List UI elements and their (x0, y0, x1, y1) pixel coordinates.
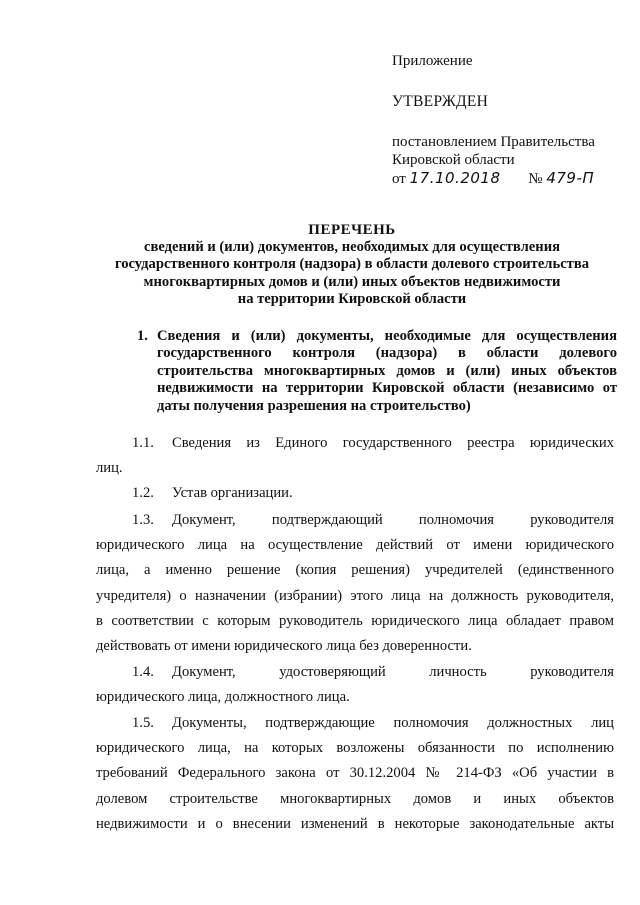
item-line: 1.1. Сведения из Единого государственного реестра юридических (96, 431, 614, 456)
item-number: 1.5. (132, 715, 154, 731)
decree-date-number (392, 169, 622, 188)
handwritten-number: 479-П (546, 169, 595, 187)
decree-line-2: Кировской области (392, 152, 515, 168)
item-line: 1.4. Документ, удостоверяющий личность руководителя (96, 660, 614, 685)
list-item (96, 508, 614, 659)
item-line: 1.2. Устав организации. (96, 481, 614, 506)
title-line: на территории Кировской области (237, 290, 467, 307)
appendix-label: Приложение (392, 53, 473, 69)
item-line: требований Федерального закона от 30.12.2004 № 214-ФЗ «Об участии в (96, 765, 614, 782)
handwritten-date: 17.10.2018 (409, 169, 501, 187)
item-line: лица, а именно решение (копия решения) учредителей (единственного (96, 562, 614, 579)
list-item (96, 481, 614, 506)
item-number: 1.4. (132, 664, 154, 680)
section-1-heading (137, 328, 617, 415)
title-line: государственного контроля (надзора) в области долевого строительства (114, 256, 590, 273)
date-prefix: от (392, 171, 406, 187)
decree-reference (392, 133, 622, 188)
item-line: учредителя) о назначении (избрании) этого лица на должность руководителя, (96, 587, 614, 604)
item-line: недвижимости и о внесении изменений в некоторые законодательные акты (96, 815, 614, 832)
document-title: ПЕРЕЧЕНЬ (308, 222, 396, 238)
title-line: многоквартирных домов и (или) иных объектов недвижимости (143, 273, 561, 290)
list-item (96, 660, 614, 710)
item-line: в соответствии с которым руководитель юридического лица обладает правом (96, 612, 614, 629)
approved-label: УТВЕРЖДЕН (392, 93, 489, 110)
list-item (96, 711, 614, 837)
item-line: юридического лица, должностного лица. (96, 689, 350, 706)
item-line: юридического лица на осуществление действий от имени юридического (96, 537, 614, 554)
item-line: долевом строительстве многоквартирных домов и иных объектов (96, 790, 614, 807)
item-line: 1.3. Документ, подтверждающий полномочия руководителя (96, 508, 614, 533)
decree-line-1: постановлением Правительства (392, 134, 595, 150)
section-text: Сведения и (или) документы, необходимые для осуществления государственного контроля (надзора) в области долевого строительства многоквартирных домов и (или) иных объектов недвижимости на территории Кировской области (независимо от даты получения разрешения на строительство) (157, 328, 617, 414)
list-item (96, 431, 614, 481)
title-line: сведений и (или) документов, необходимых для осуществления (144, 239, 560, 256)
number-prefix: № (528, 171, 543, 187)
item-line: действовать от имени юридического лица без доверенности. (96, 637, 472, 654)
section-number: 1. (137, 328, 148, 344)
item-number: 1.1. (132, 435, 154, 451)
approval-block (392, 52, 622, 188)
item-number: 1.3. (132, 512, 154, 528)
item-line: юридического лица, на которых возложены обязанности по исполнению (96, 740, 614, 757)
document-title-block (92, 222, 612, 308)
item-number: 1.2. (132, 485, 154, 501)
item-line: 1.5. Документы, подтверждающие полномочия должностных лиц (96, 711, 614, 736)
item-line: лиц. (96, 460, 123, 477)
